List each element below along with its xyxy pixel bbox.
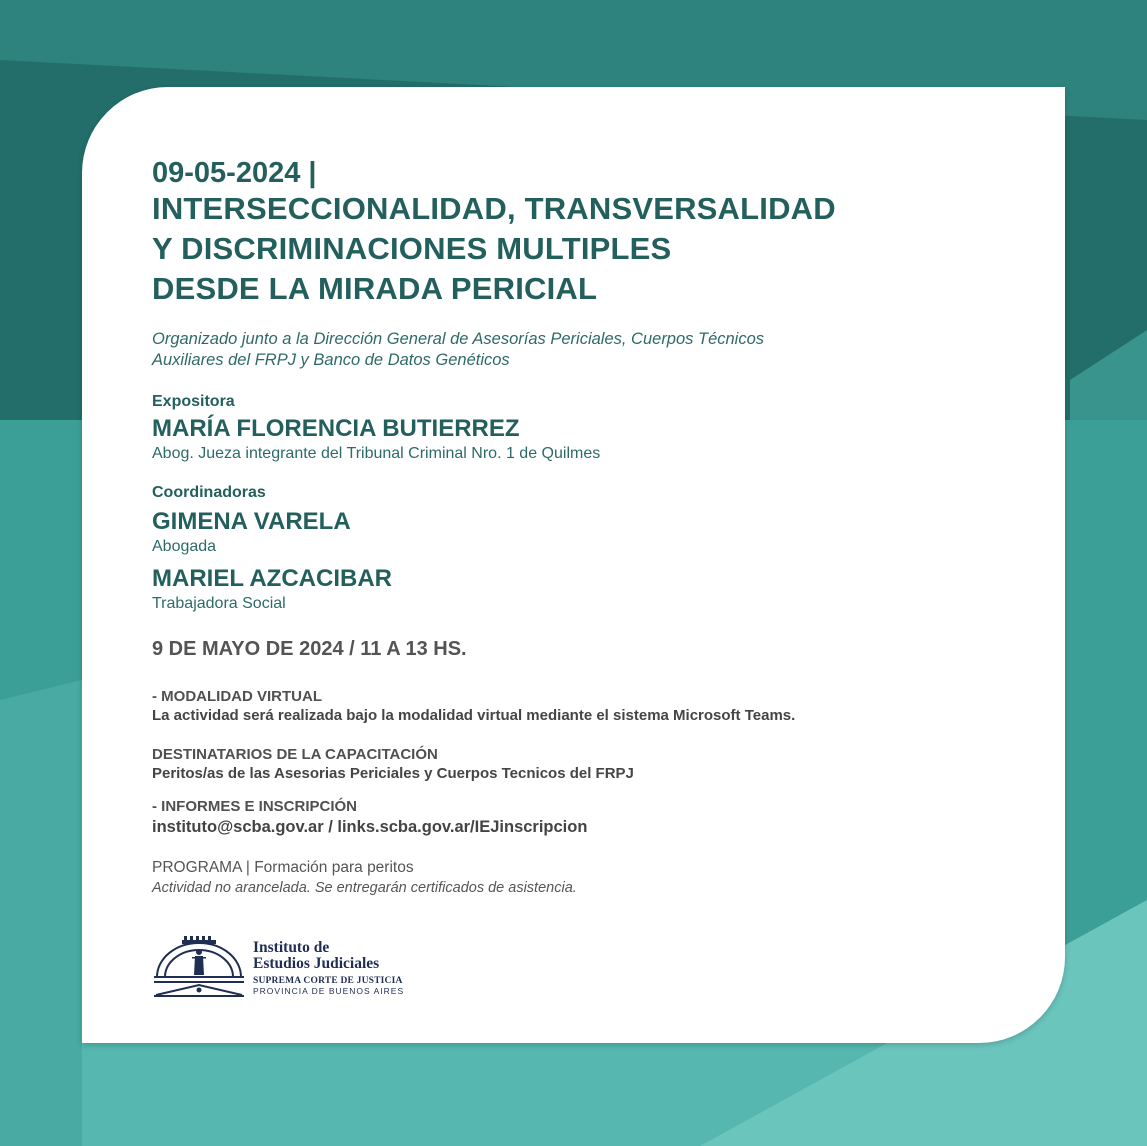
coordinators-role-label: Coordinadoras bbox=[152, 484, 266, 501]
modality-heading: - MODALIDAD VIRTUAL bbox=[152, 688, 322, 705]
organizers-line: Auxiliares del FRPJ y Banco de Datos Genéticos bbox=[152, 351, 510, 369]
organizers-line: Organizado junto a la Dirección General de Asesorías Periciales, Cuerpos Técnicos bbox=[152, 330, 765, 348]
logo-name-line2: Estudios Judiciales bbox=[253, 955, 380, 972]
registration-heading: - INFORMES E INSCRIPCIÓN bbox=[152, 798, 358, 815]
registration-links[interactable]: instituto@scba.gov.ar / links.scba.gov.ar/IEJinscripcion bbox=[152, 818, 588, 836]
audience-heading: DESTINATARIOS DE LA CAPACITACIÓN bbox=[152, 746, 438, 763]
coordinator-description: Abogada bbox=[152, 538, 217, 555]
coordinator-description: Trabajadora Social bbox=[152, 595, 286, 612]
event-datetime: 9 DE MAYO DE 2024 / 11 A 13 HS. bbox=[152, 638, 467, 660]
institute-logo bbox=[152, 935, 452, 1001]
certificate-note: Actividad no arancelada. Se entregarán certificados de asistencia. bbox=[152, 880, 577, 896]
modality-block bbox=[152, 687, 1012, 725]
logo-province-name: PROVINCIA DE BUENOS AIRES bbox=[253, 986, 405, 996]
flyer-card bbox=[82, 87, 1065, 1043]
audience-block bbox=[152, 745, 1012, 783]
speaker-role-label: Expositora bbox=[152, 393, 235, 410]
audience-body: Peritos/as de las Asesorias Periciales y Cuerpos Tecnicos del FRPJ bbox=[152, 765, 634, 782]
title-line: Y DISCRIMINACIONES MULTIPLES bbox=[152, 231, 672, 266]
coordinator-name: MARIEL AZCACIBAR bbox=[152, 565, 392, 592]
flyer-content bbox=[152, 157, 1012, 898]
program-label: PROGRAMA | Formación para peritos bbox=[152, 859, 414, 876]
logo-court-name: SUPREMA CORTE DE JUSTICIA bbox=[253, 976, 403, 986]
speaker-description: Abog. Jueza integrante del Tribunal Criminal Nro. 1 de Quilmes bbox=[152, 445, 601, 462]
speaker-name: MARÍA FLORENCIA BUTIERREZ bbox=[152, 415, 520, 442]
modality-body: La actividad será realizada bajo la modalidad virtual mediante el sistema Microsoft Teams. bbox=[152, 707, 796, 724]
organizers-note bbox=[152, 329, 1012, 371]
institute-emblem-icon bbox=[152, 935, 246, 999]
event-date-heading: 09-05-2024 | bbox=[152, 157, 317, 189]
institute-logo-text bbox=[253, 940, 404, 996]
logo-name-line1: Instituto de bbox=[253, 939, 330, 956]
title-line: DESDE LA MIRADA PERICIAL bbox=[152, 271, 598, 306]
event-title bbox=[152, 189, 1012, 309]
title-line: INTERSECCIONALIDAD, TRANSVERSALIDAD bbox=[152, 191, 836, 226]
registration-block bbox=[152, 797, 1012, 838]
coordinator-name: GIMENA VARELA bbox=[152, 508, 351, 535]
